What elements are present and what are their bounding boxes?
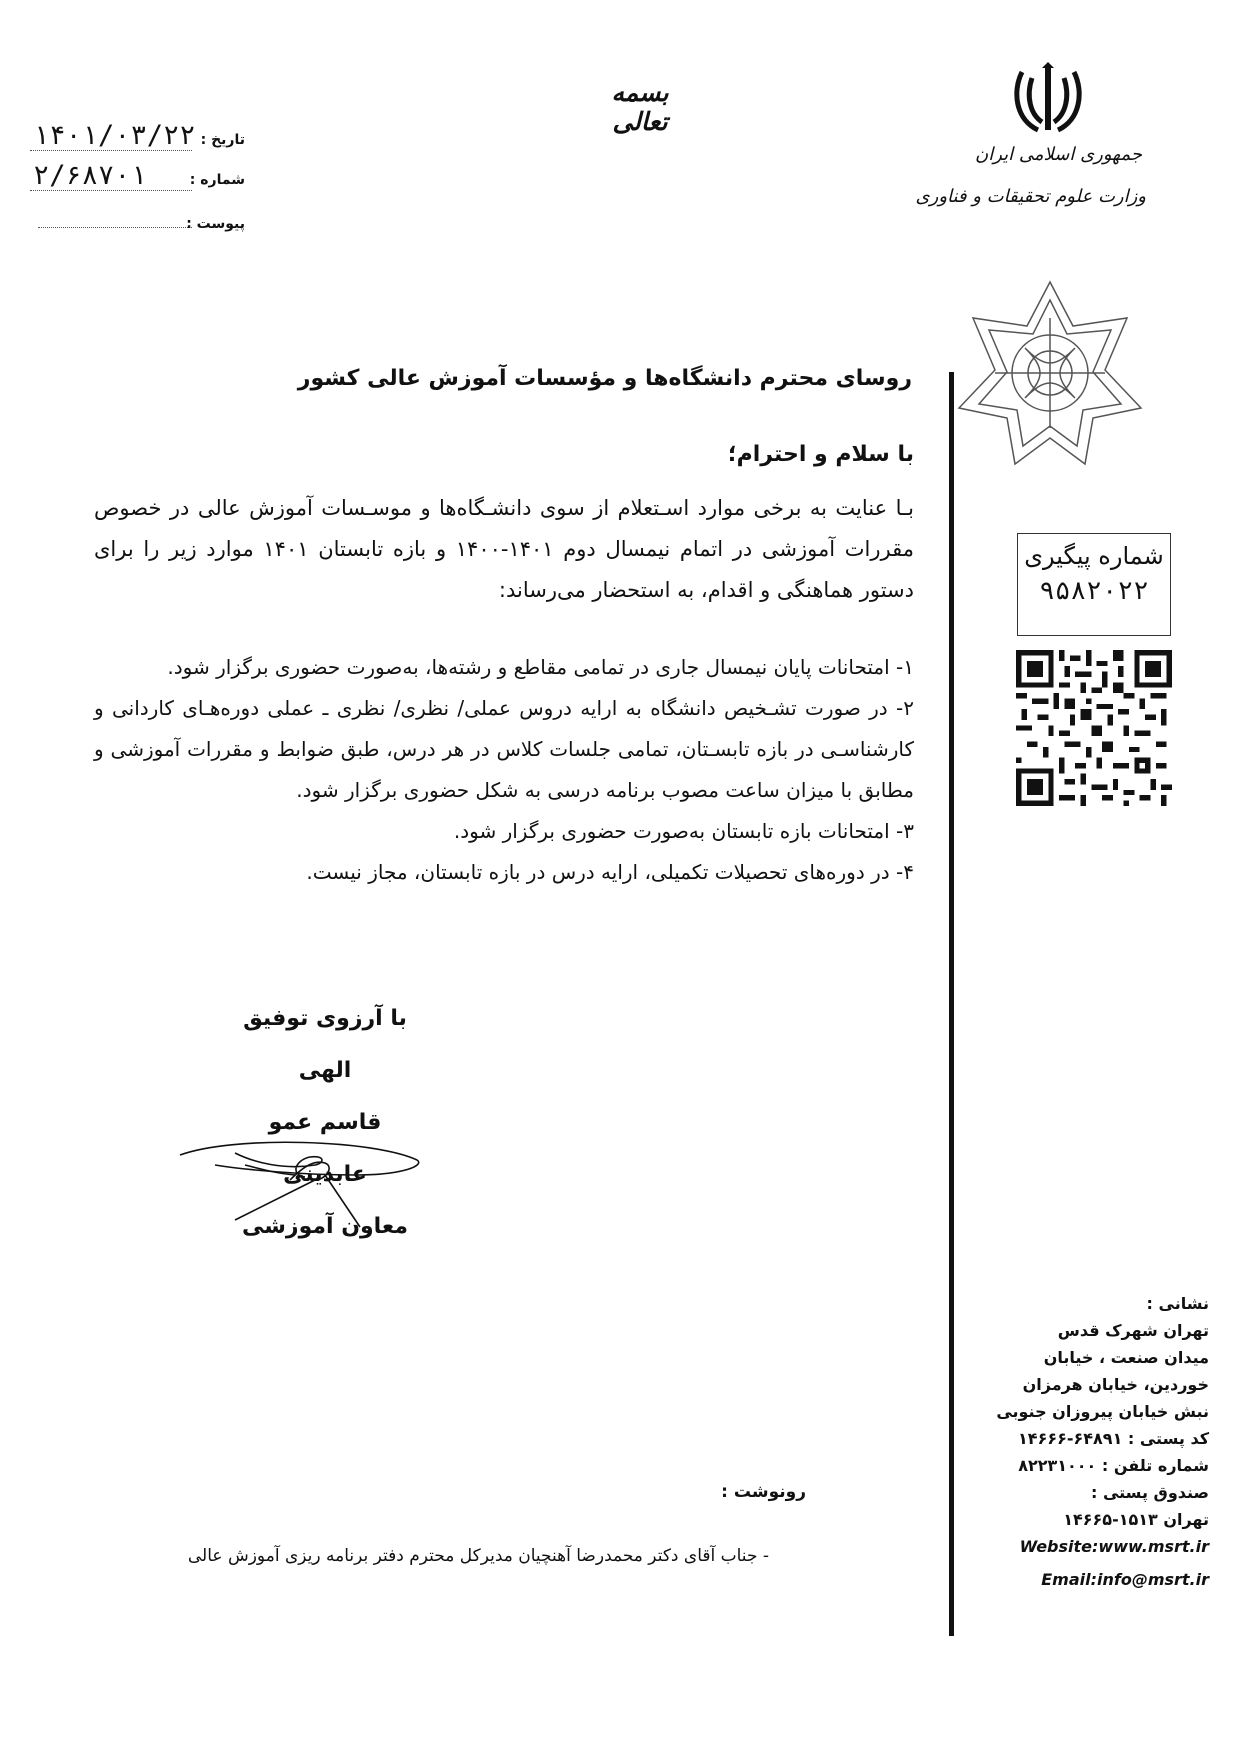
- website-link[interactable]: Website:www.msrt.ir: [1019, 1537, 1209, 1556]
- cc-item: - جناب آقای دکتر محمدرضا آهنچیان مدیرکل محترم دفتر برنامه ریزی آموزش عالی: [187, 1546, 769, 1566]
- recipient: روسای محترم دانشگاه‌ها و مؤسسات آموزش عالی کشور: [297, 366, 912, 391]
- cc-label: رونوشت :: [721, 1482, 806, 1502]
- address-line: خوردین، خیابان هرمزان: [1022, 1375, 1209, 1394]
- qr-code-icon: [1016, 650, 1172, 806]
- date-line: [30, 150, 192, 151]
- date-row: [30, 120, 245, 158]
- signatory-title: معاون آموزشی: [242, 1214, 408, 1239]
- greeting: با سلام و احترام؛: [727, 442, 914, 467]
- logo-line-ministry: وزارت علوم تحقیقات و فناوری: [915, 186, 1146, 207]
- signature-icon: [175, 1135, 425, 1230]
- tracking-number: ۹۵۸۲۰۲۲: [1039, 576, 1149, 606]
- address-line: تهران ۱۵۱۳-۱۴۶۶۵: [1063, 1510, 1209, 1529]
- logo-line-country: جمهوری اسلامی ایران: [975, 144, 1142, 165]
- attachment-line: [38, 227, 192, 228]
- letter-number-label: شماره :: [189, 172, 245, 188]
- intro-paragraph: بـا عنایت به برخی موارد اسـتعلام از سوی دانشـگاه‌ها و موسـسات آموزش عالی در خصوص مقررات آموزشی در اتمام نیمسال دوم ۱۴۰۱-۱۴۰۰ و بازه تابستان ۱۴۰۱ موارد زیر را برای دستور هماهنگی و اقدام، به استحضار می‌رساند:: [94, 496, 914, 602]
- address-line: کد پستی : ۶۴۸۹۱-۱۴۶۶۶: [1018, 1429, 1209, 1448]
- address-line: شماره تلفن : ۸۲۲۳۱۰۰۰: [1018, 1456, 1209, 1475]
- vertical-divider: [949, 372, 954, 1636]
- tracking-box: [1017, 533, 1171, 636]
- address-line: صندوق پستی :: [1090, 1483, 1209, 1502]
- attachment-row: [30, 212, 245, 242]
- directive-list: [94, 647, 914, 893]
- attachment-label: پیوست :: [186, 216, 245, 232]
- directive-item-3: ۳- امتحانات بازه تابستان به‌صورت حضوری برگزار شود.: [453, 819, 914, 843]
- ornament-icon: [955, 278, 1145, 468]
- number-row: [30, 160, 245, 198]
- tracking-label: شماره پیگیری: [1024, 542, 1164, 570]
- closing-wish: با آرزوی توفیق الهی: [243, 1006, 407, 1083]
- basmala: بسمه تعالی: [611, 78, 669, 136]
- date-label: تاریخ :: [200, 132, 245, 148]
- email-link[interactable]: Email:info@msrt.ir: [1041, 1570, 1209, 1589]
- directive-item-1: ۱- امتحانات پایان نیمسال جاری در تمامی مقاطع و رشته‌ها، به‌صورت حضوری برگزار شود.: [167, 655, 914, 679]
- address-line: میدان صنعت ، خیابان: [1043, 1348, 1209, 1367]
- address-line: تهران شهرک قدس: [1057, 1321, 1209, 1340]
- directive-item-4: ۴- در دوره‌های تحصیلات تکمیلی، ارایه درس در بازه تابستان، مجاز نیست.: [306, 860, 914, 884]
- iran-emblem-icon: [1008, 62, 1088, 137]
- directive-item-2: ۲- در صورت تشـخیص دانشگاه به ارایه دروس عملی/ نظری/ نظری ـ عملی دوره‌هـای کاردانی و کارشناسـی در بازه تابسـتان، تمامی جلسات کلاس در هر درس، طبق ضوابط و مقررات آموزشی و مطابق با میزان ساعت مصوب برنامه درسی به شکل حضوری برگزار شود.: [94, 696, 914, 802]
- signatory-name: قاسم عمو عابدینی: [268, 1110, 382, 1187]
- letter-number-value: ۲/۶۸۷۰۱: [33, 160, 147, 191]
- number-line: [30, 190, 192, 191]
- date-value: ۱۴۰۱/۰۳/۲۲: [33, 120, 196, 151]
- address-line: نبش خیابان پیروزان جنوبی: [996, 1402, 1209, 1421]
- address-block: [969, 1290, 1209, 1593]
- address-line: نشانی :: [1146, 1294, 1209, 1313]
